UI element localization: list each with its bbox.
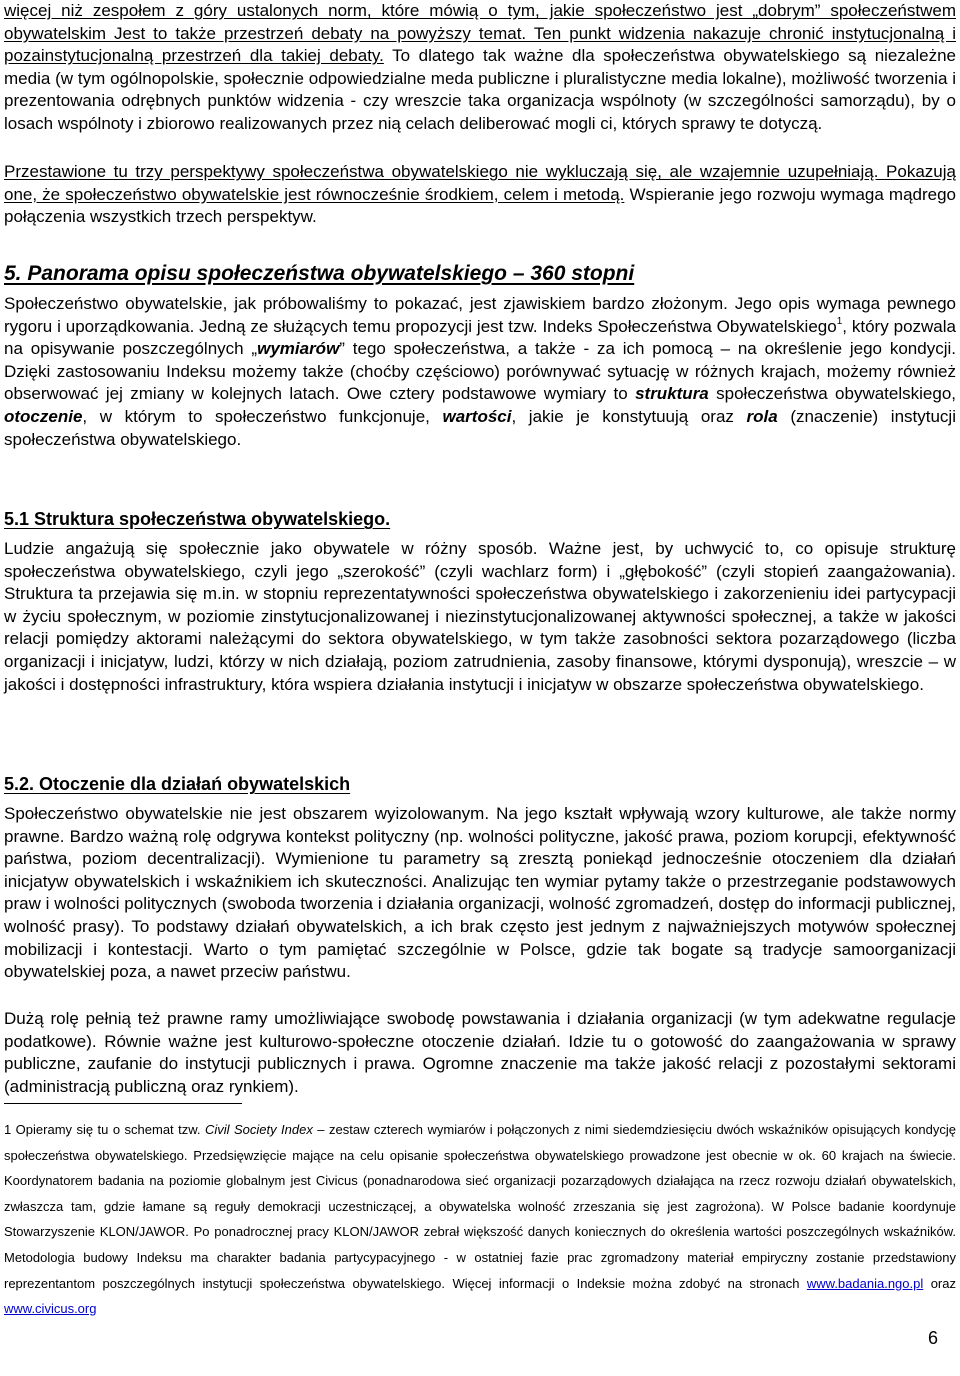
page-number: 6 xyxy=(927,1328,938,1348)
section-5-text-5: , w którym to społeczeństwo funkcjonuje, xyxy=(82,406,443,426)
section-5-2-paragraph-2: Dużą rolę pełnią też prawne ramy umożliwiające swobodę powstawania i działania organizacji (w tym adekwatne regulacje podatkowe). Równie ważne jest kulturowo-społeczne otoczenie działań. Idzie tu o gotowość do zaangażowania w sprawy publiczne, zaufanie do instytucji publicznych i prawa. Ogromne znaczenie ma także jakość relacji z pozostałymi sektorami (administracją publiczną oraz rynkiem). xyxy=(4,1009,956,1096)
section-5-2-heading: 5.2. Otoczenie dla działań obywatelskich xyxy=(4,774,351,794)
term-rola: rola xyxy=(746,406,778,426)
section-5-1-heading: 5.1 Struktura społeczeństwa obywatelskiego. xyxy=(4,509,391,529)
top-paragraph-rest: To dlatego tak ważne dla społeczeństwa obywatelskiego są niezależne media (w tym ogólnopolskie, społecznie odpowiedzialne meda publiczne i pluralistyczne media lokalne), możliwość tworzenia i prezentowania odrębnych punktów widzenia - czy wreszcie taka organizacja wspólnoty (w szczególności samorządu), by o losach wspólnoty i zbiorowo realizowanych przez nią celach deliberować mogli ci, których sprawy te dotyczą. xyxy=(4,46,956,133)
section-5-text-2: , który pozwala na opisywanie poszczególnych „ xyxy=(4,316,956,359)
footnote-number: 1 xyxy=(4,1122,12,1137)
section-5-heading: 5. Panorama opisu społeczeństwa obywatelskiego – 360 stopni xyxy=(4,262,635,285)
term-struktura: struktura xyxy=(635,384,709,404)
term-wartosci: wartości xyxy=(442,406,512,426)
perspectives-paragraph xyxy=(4,161,956,229)
footnote-ref: 1 xyxy=(836,315,843,327)
section-5-2-paragraph-1: Społeczeństwo obywatelskie nie jest obszarem wyizolowanym. Na jego kształt wpływają wzory kulturowe, ale także normy prawne. Bardzo ważną rolę odgrywa kontekst polityczny (np. wolności polityczne, jakość prawa, poziom korupcji, efektywność państwa, poziom decentralizacji). Wymienione tu parametry są zresztą poniekąd jednocześnie otoczeniem dla działań inicjatyw obywatelskich i wskaźnikiem ich skuteczności. Analizując ten wymiar pytamy także o przestrzeganie podstawowych praw i wolności politycznych (swoboda tworzenia i działania organizacji, wolność zgromadzeń, dostęp do informacji publicznej, wolność prasy). To podstawy działań obywatelskich, a ich brak często jest jednym z najważniejszych motywów społecznej mobilizacji i kontestacji. Warto o tym pamiętać szczególnie w Polsce, gdzie tak bogate są tradycje samoorganizacji obywatelskiej poza, a nawet przeciw państwu. xyxy=(4,804,956,982)
section-5-text-7: (znaczenie) instytucji społeczeństwa obywatelskiego. xyxy=(4,406,956,449)
perspectives-rest: Wspieranie jego rozwoju wymaga mądrego połączenia wszystkich trzech perspektyw. xyxy=(4,184,957,227)
footnote xyxy=(4,1117,956,1322)
footnote-text-3: Więcej informacji o Indeksie można zdobyć na stronach xyxy=(444,1275,807,1291)
section-5-paragraph xyxy=(4,293,956,451)
footnote-separator xyxy=(4,1103,242,1104)
footnote-text-4: oraz xyxy=(923,1275,956,1291)
perspectives-underlined: Przestawione tu trzy perspektywy społeczeństwa obywatelskiego nie wykluczają się, ale wzajemnie uzupełniają. Pokazują one, że społeczeństwo obywatelskie jest równocześnie środkiem, celem i metodą. xyxy=(4,162,956,204)
footnote-civil-society-index: Civil Society Index xyxy=(204,1122,313,1137)
section-5-text-1: Społeczeństwo obywatelskie, jak próbowaliśmy to pokazać, jest zjawiskiem bardzo złożonym. Jego opis wymaga pewnego rygoru i uporządkowania. Jedną ze służących temu propozycji jest tzw. Indeks Społeczeństwa Obywatelskiego xyxy=(4,294,956,336)
section-5-text-4: społeczeństwa obywatelskiego, xyxy=(708,384,956,404)
section-5-1-paragraph: Ludzie angażują się społecznie jako obywatele w różny sposób. Ważne jest, by uchwycić to, co opisuje strukturę społeczeństwa obywatelskiego, czyli jego „szerokość” (czyli wachlarz form) i „głębokość” (czyli stopień zaangażowania). Struktura ta przejawia się m.in. w stopniu reprezentatywności społeczeństwa obywatelskiego i zakorzenieniu idei partycypacji w życiu społecznym, w poziomie zinstytucjonalizowanej i niezinstytucjonalizowanej aktywności społecznej, a także w jakości relacji pomiędzy aktorami należącymi do sektora obywatelskiego, w tym także zasobności sektora pozarządowego (liczba organizacji i inicjatyw, ludzi, którzy w nich działają, poziom zatrudnienia, zasoby finansowe, którymi dysponują), wreszcie – w jakości i dostępności infrastruktury, która wspiera działania instytucji i inicjatyw w obszarze społeczeństwa obywatelskiego. xyxy=(4,539,956,694)
link-civicus[interactable]: www.civicus.org xyxy=(4,1301,97,1317)
section-5-text-3: ” tego społeczeństwa, a także - za ich pomocą – na określenie jego kondycji. Dzięki zastosowaniu Indeksu możemy także (choćby częściowo) porównywać sytuację w różnych krajach, możemy również obserwować jej zmiany w kolejnych latach. Owe cztery podstawowe wymiary to xyxy=(4,339,956,404)
term-otoczenie: otoczenie xyxy=(4,406,83,426)
footnote-text-2: – zestaw czterech wymiarów i połączonych z nimi siedemdziesięciu dwóch wskaźników opisujących kondycję społeczeństwa obywatelskiego. Przedsięwzięcie mające na celu opisanie społeczeństwa obywatelskiego prowadzone jest obecnie w ok. 60 krajach na świecie. Koordynatorem badania na poziomie globalnym jest Civicus (ponadnarodowa sieć organizacji pozarządowych działająca na rzecz rozwoju działań obywatelskich, zwłaszcza tam, gdzie łamane są reguły demokracji uczestniczącej, a obywatelska wolność zrzeszania się jest zagrożona). W Polsce badanie koordynuje Stowarzyszenie KLON/JAWOR. Po ponadrocznej pracy KLON/JAWOR zebrał większość danych koniecznych do określenia wartości poszczególnych wskaźników. Metodologia budowy Indeksu ma charakter badania partycypacyjnego - w ostatniej fazie prac zgromadzony materiał empiryczny zostanie przedstawiony reprezentantom poszczególnych instytucji społeczeństwa obywatelskiego. xyxy=(4,1122,956,1291)
term-wymiarow: wymiarów xyxy=(257,339,340,359)
footnote-text-1: Opieramy się tu o schemat tzw. xyxy=(11,1122,205,1137)
section-5-text-6: , jakie je konstytuują oraz xyxy=(511,406,747,426)
top-paragraph xyxy=(4,0,956,136)
link-badania-ngo[interactable]: www.badania.ngo.pl xyxy=(806,1275,924,1291)
top-paragraph-underlined: więcej niż zespołem z góry ustalonych norm, które mówią o tym, jakie społeczeństwo jest „dobrym” społeczeństwem obywatelskim Jest to także przestrzeń debaty na powyższy temat. Ten punkt widzenia nakazuje chronić instytucjonalną i pozainstytucjonalną przestrzeń dla takiej debaty. xyxy=(4,1,956,66)
